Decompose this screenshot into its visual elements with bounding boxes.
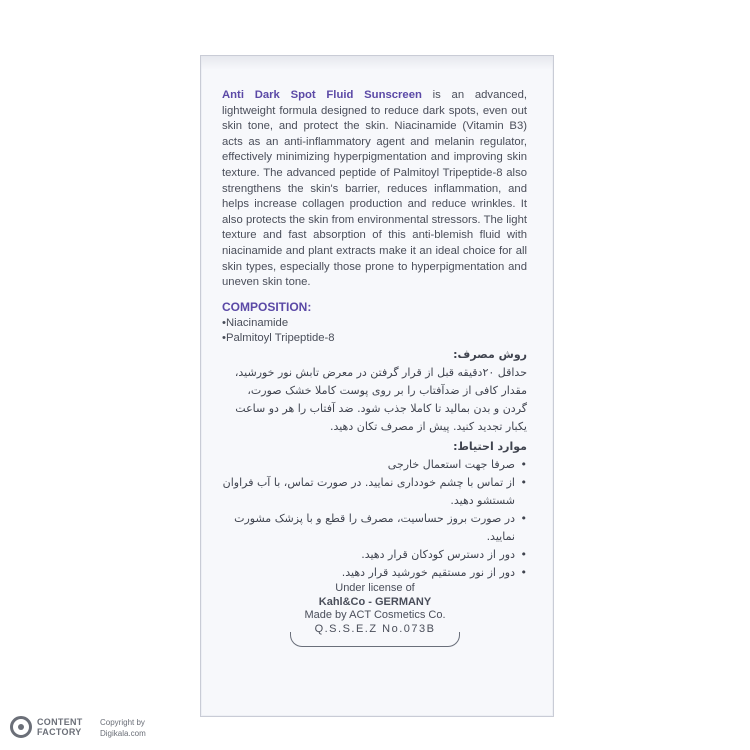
license-company: Kahl&Co - GERMANY [318,595,432,608]
manufacturer-line: Made by ACT Cosmetics Co. [304,609,446,621]
usage-heading: روش مصرف: [453,348,527,361]
watermark-brand-line: FACTORY [37,727,82,737]
product-name: Anti Dark Spot Fluid Sunscreen [222,89,422,101]
caution-item: • دور از دسترس کودکان قرار دهید. [222,546,527,564]
composition-item: •Niacinamide [222,316,289,329]
usage-section [222,346,527,436]
watermark-brand-line: CONTENT [37,717,83,727]
watermark-brand [37,717,83,737]
content-factory-logo-icon [10,716,32,738]
watermark-copyright [100,717,146,739]
license-line: Under license of [335,582,415,594]
license-block [290,582,460,636]
description-text: is an advanced, lightweight formula designed to reduce dark spots, even out skin tone, and protect the skin. Niacinamide (Vitamin B3) acts as an anti-inflammatory agent and melanin regulator, effectively minimizing hyperpigmentation and improving skin texture. The advanced peptide of Palmitoyl Tripeptide-8 also strengthens the skin's barrier, reduces inflammation, and helps increase collagen production and reduce wrinkles. It also protects the skin from environmental stressors. The light texture and fast absorption of this anti-blemish fluid with niacinamide and plant extracts make it an ideal choice for all skin types, especially those prone to hyperpigmentation and uneven skin tone. [222,89,527,289]
caution-item: • صرفا جهت استعمال خارجی [222,456,527,474]
composition-section [222,300,522,347]
cautions-heading: موارد احتیاط: [453,440,527,453]
caution-item: • در صورت بروز حساسیت، مصرف را قطع و با پزشک مشورت نمایید. [222,510,527,546]
caution-item: • دور از نور مستقیم خورشید قرار دهید. [222,564,527,582]
copyright-line: Copyright by [100,718,145,727]
composition-item: •Palmitoyl Tripeptide-8 [222,332,335,344]
registration-number: Q.S.S.E.Z No.073B [314,622,436,635]
composition-heading: COMPOSITION: [222,300,312,314]
cautions-section [222,438,527,582]
copyright-line: Digikala.com [100,729,146,738]
caution-item: • از تماس با چشم خودداری نمایید. در صورت تماس، با آب فراوان شستشو دهید. [222,474,527,510]
usage-text: حداقل ۲۰دقیقه قبل از قرار گرفتن در معرض تابش نور خورشید، مقدار کافی از ضدآفتاب را بر روی پوست کاملا خشک صورت، گردن و بدن بمالید تا کاملا جذب شود. ضد آفتاب را هر دو ساعت یکبار تجدید کنید. پیش از مصرف تکان دهید. [234,366,527,433]
watermark [10,715,270,745]
product-description [222,88,527,291]
license-frame [290,632,460,647]
cautions-list [222,456,527,582]
